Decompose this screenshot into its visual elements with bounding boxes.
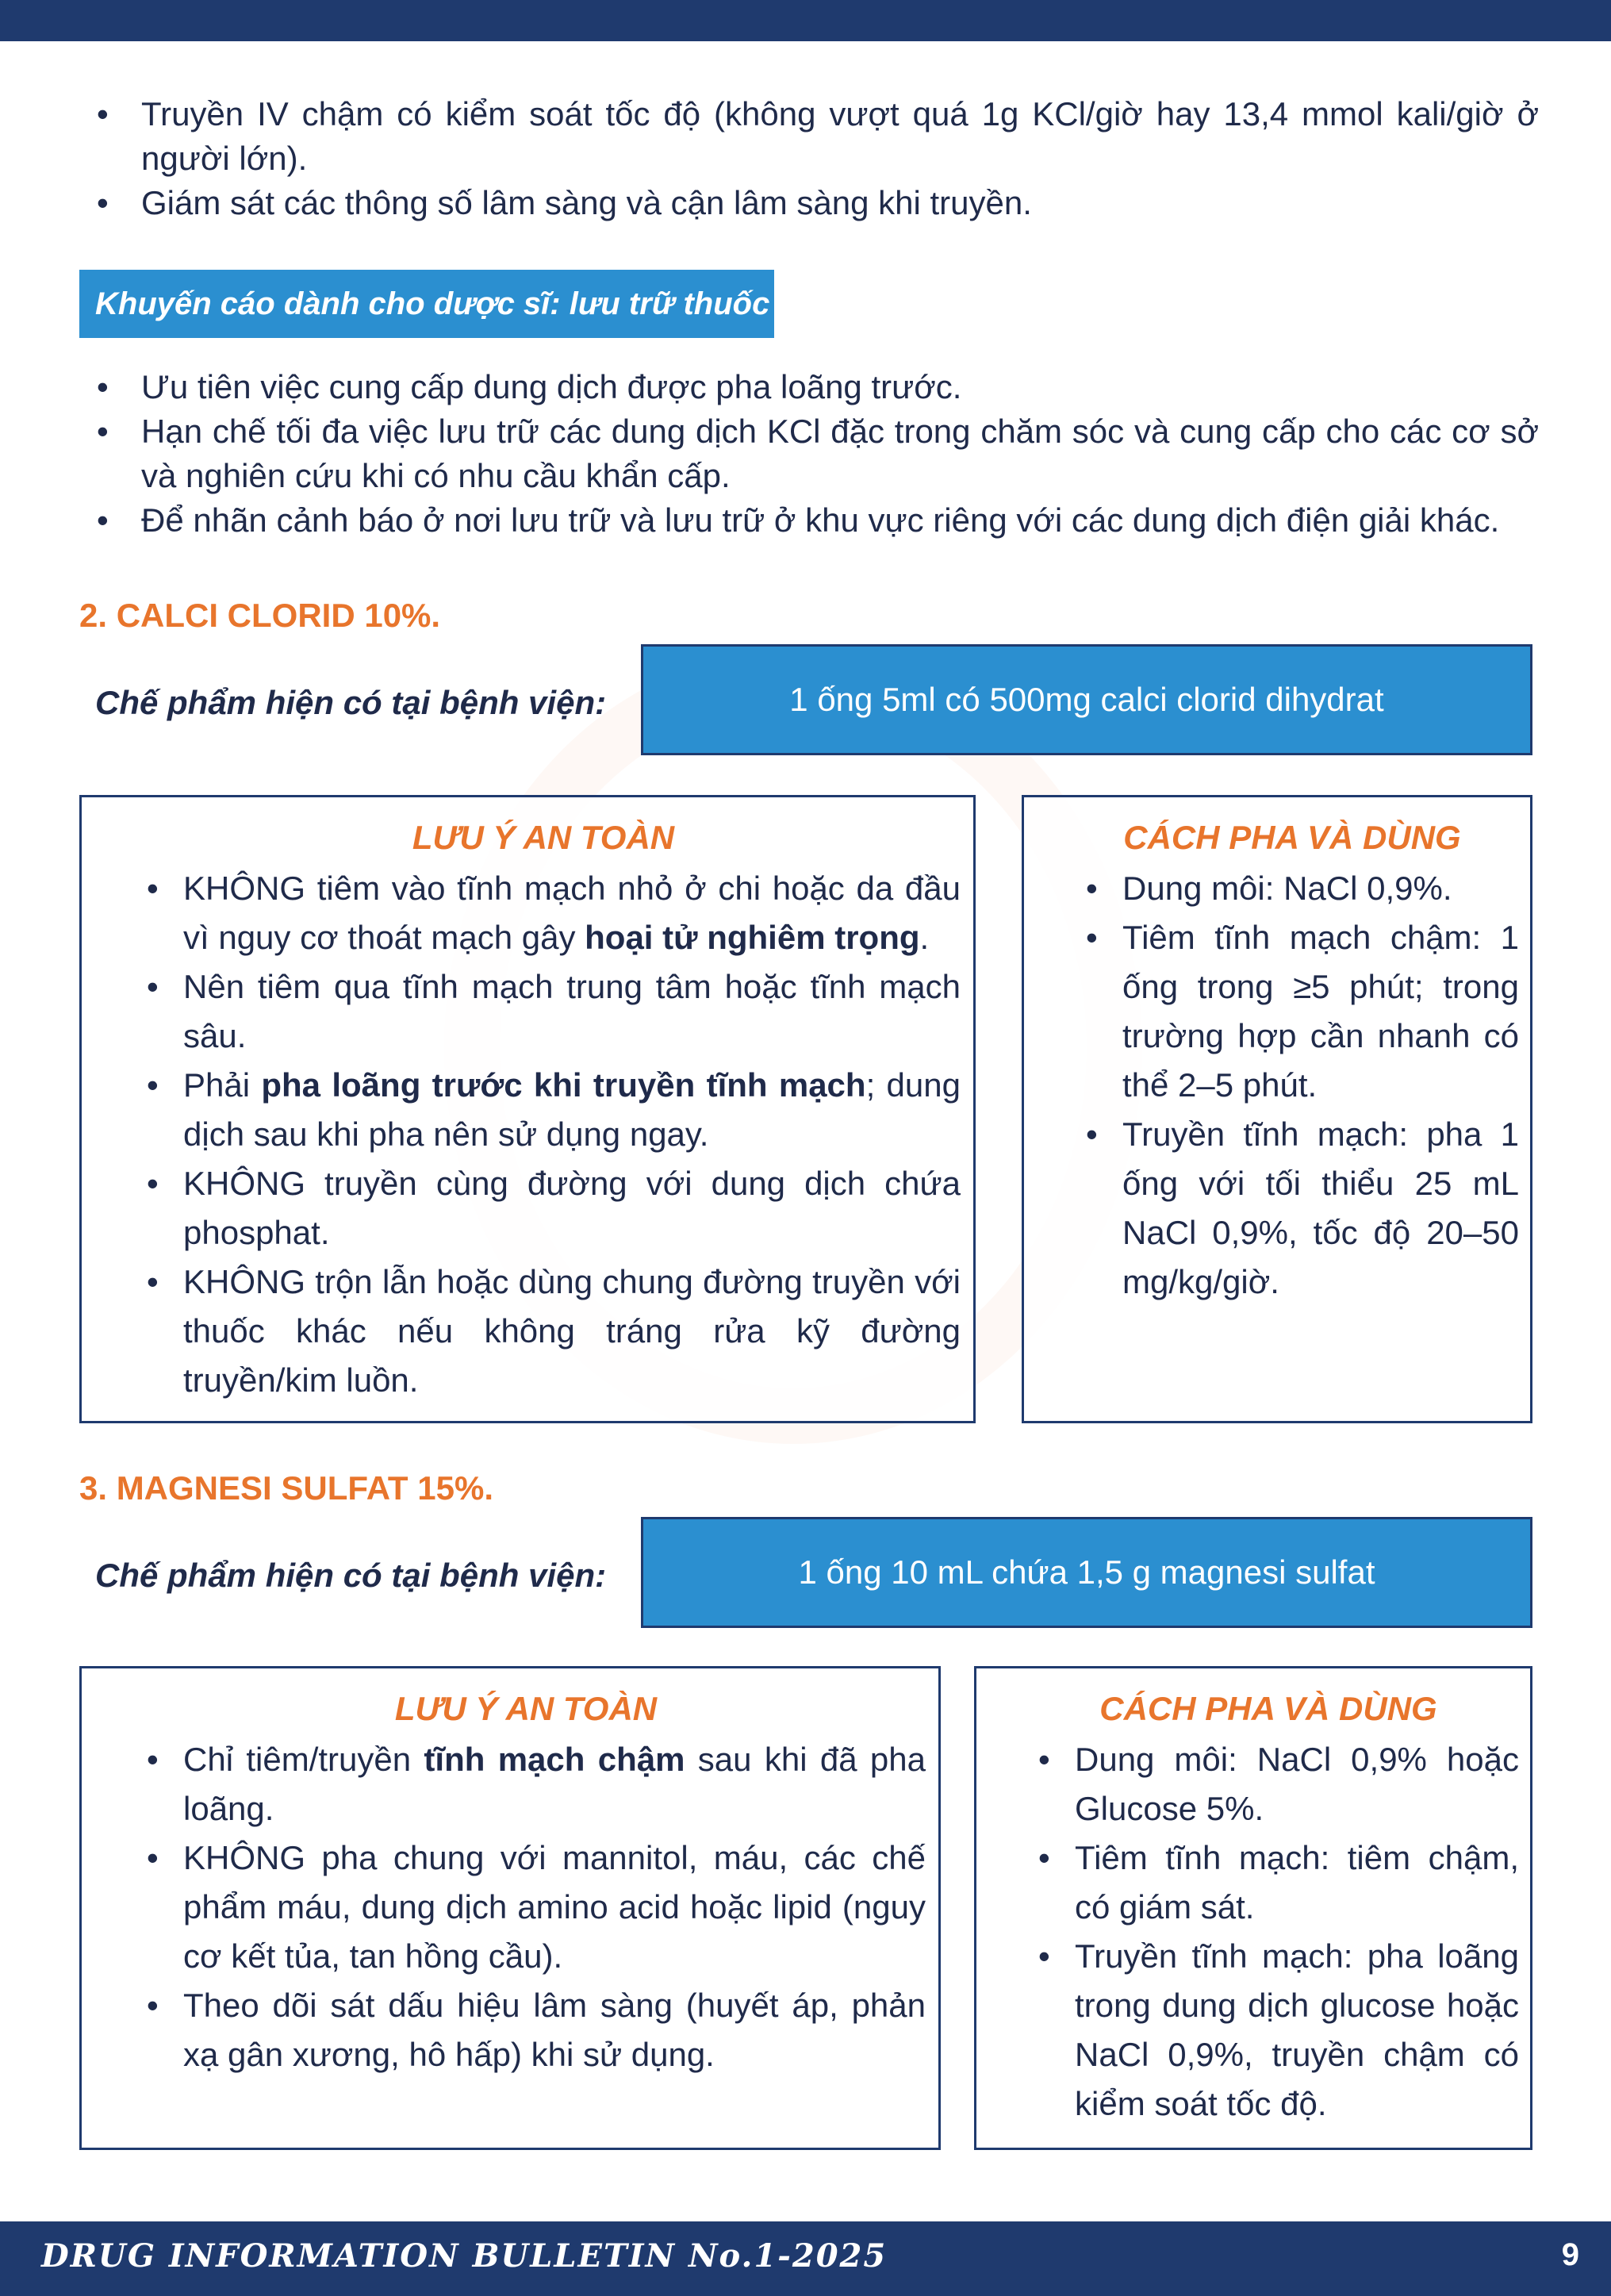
list-item: • Ưu tiên việc cung cấp dung dịch được pha loãng trước. <box>79 365 1539 409</box>
list-item: • KHÔNG pha chung với mannitol, máu, các chế phẩm máu, dung dịch amino acid hoặc lipid (nguy cơ kết tủa, tan hồng cầu). <box>126 1833 926 1981</box>
section-heading-calci: 2. CALCI CLORID 10%. <box>79 597 441 634</box>
list-item: • Để nhãn cảnh báo ở nơi lưu trữ và lưu trữ ở khu vực riêng với các dung dịch điện giải khác. <box>79 498 1539 543</box>
panel-title: CÁCH PHA VÀ DÙNG <box>1123 819 1461 856</box>
panel-title: LƯU Ý AN TOÀN <box>394 1690 658 1727</box>
list-item: • Truyền tĩnh mạch: pha 1 ống với tối thiểu 25 mL NaCl 0,9%, tốc độ 20–50 mg/kg/giờ. <box>1065 1110 1519 1307</box>
list-item: • Dung môi: NaCl 0,9%. <box>1065 864 1519 913</box>
list-item: • Tiêm tĩnh mạch: tiêm chậm, có giám sát. <box>1018 1833 1519 1932</box>
calci-usage-panel <box>1022 795 1532 1423</box>
magnesi-safety-list <box>126 1735 926 2079</box>
list-item: • Phải pha loãng trước khi truyền tĩnh mạch; dung dịch sau khi pha nên sử dụng ngay. <box>126 1061 961 1159</box>
top-bullet-list <box>79 92 1539 225</box>
list-item: • KHÔNG truyền cùng đường với dung dịch chứa phosphat. <box>126 1159 961 1257</box>
bulletin-title: DRUG INFORMATION BULLETIN No.1-2025 <box>41 2237 888 2275</box>
list-item: • Truyền tĩnh mạch: pha loãng trong dung dịch glucose hoặc NaCl 0,9%, truyền chậm có kiểm soát tốc độ. <box>1018 1932 1519 2129</box>
magnesi-usage-panel <box>974 1666 1532 2150</box>
top-banner <box>0 0 1611 41</box>
calci-usage-list <box>1065 864 1519 1307</box>
prep-label-magnesi: Chế phẩm hiện có tại bệnh viện: <box>95 1557 607 1594</box>
panel-title: CÁCH PHA VÀ DÙNG <box>1099 1690 1437 1727</box>
prep-value-magnesi: 1 ống 10 mL chứa 1,5 g magnesi sulfat <box>641 1517 1532 1628</box>
magnesi-safety-panel <box>79 1666 941 2150</box>
panel-title: LƯU Ý AN TOÀN <box>412 819 675 856</box>
list-item: • Nên tiêm qua tĩnh mạch trung tâm hoặc tĩnh mạch sâu. <box>126 962 961 1061</box>
list-item: • KHÔNG tiêm vào tĩnh mạch nhỏ ở chi hoặc da đầu vì nguy cơ thoát mạch gây hoại tử nghiêm trọng. <box>126 864 961 962</box>
list-item: • Dung môi: NaCl 0,9% hoặc Glucose 5%. <box>1018 1735 1519 1833</box>
page-number: 9 <box>1561 2237 1579 2272</box>
prep-value-calci: 1 ống 5ml có 500mg calci clorid dihydrat <box>641 644 1532 755</box>
list-item: • Hạn chế tối đa việc lưu trữ các dung dịch KCl đặc trong chăm sóc và cung cấp cho các cơ sở và nghiên cứu khi có nhu cầu khẩn cấp. <box>79 409 1539 498</box>
pharmacist-recommendation-title: Khuyến cáo dành cho dược sĩ: lưu trữ thuốc <box>79 270 774 338</box>
magnesi-usage-list <box>1018 1735 1519 2129</box>
list-item: • Theo dõi sát dấu hiệu lâm sàng (huyết áp, phản xạ gân xương, hô hấp) khi sử dụng. <box>126 1981 926 2079</box>
section-heading-magnesi: 3. MAGNESI SULFAT 15%. <box>79 1469 493 1507</box>
prep-label-calci: Chế phẩm hiện có tại bệnh viện: <box>95 684 607 721</box>
list-item: • Truyền IV chậm có kiểm soát tốc độ (không vượt quá 1g KCl/giờ hay 13,4 mmol kali/giờ ở người lớn). <box>79 92 1539 181</box>
calci-safety-list <box>126 864 961 1405</box>
list-item: • Giám sát các thông số lâm sàng và cận lâm sàng khi truyền. <box>79 181 1539 225</box>
list-item: • Chỉ tiêm/truyền tĩnh mạch chậm sau khi đã pha loãng. <box>126 1735 926 1833</box>
calci-safety-panel <box>79 795 976 1423</box>
list-item: • Tiêm tĩnh mạch chậm: 1 ống trong ≥5 phút; trong trường hợp cần nhanh có thể 2–5 phút. <box>1065 913 1519 1110</box>
recommendation-list <box>79 365 1539 543</box>
list-item: • KHÔNG trộn lẫn hoặc dùng chung đường truyền với thuốc khác nếu không tráng rửa kỹ đường truyền/kim luồn. <box>126 1257 961 1405</box>
